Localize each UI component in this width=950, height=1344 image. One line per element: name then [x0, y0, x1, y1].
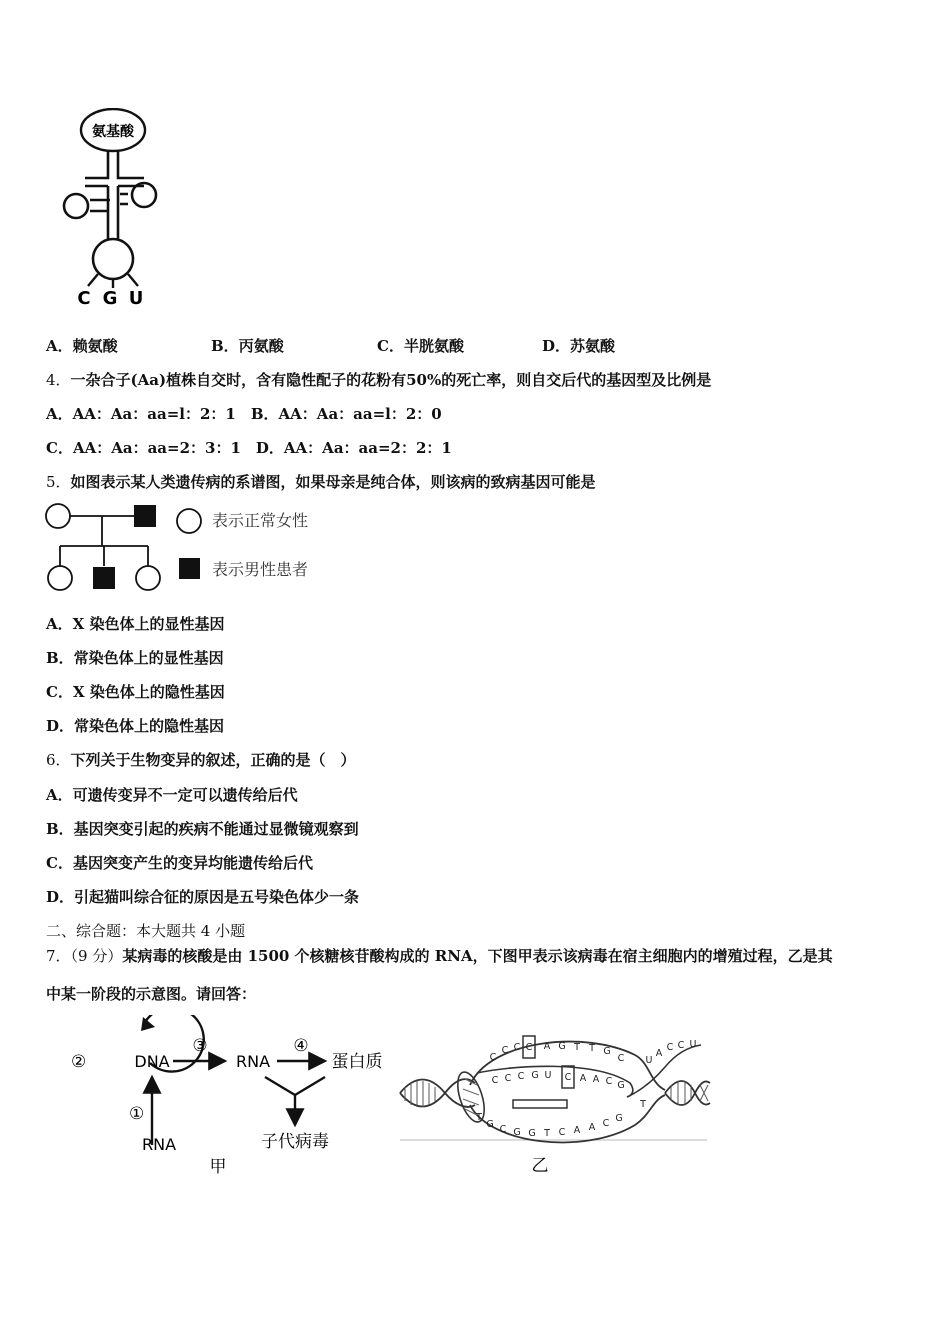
bottom-base: C [558, 1127, 566, 1138]
anticodon-base: C [77, 288, 91, 308]
anticodon-loop [93, 239, 133, 279]
q3-option-d[interactable]: D．苏氨酸 [542, 337, 616, 355]
top-base: T [574, 1042, 580, 1053]
step-3-label: ③ [192, 1036, 208, 1056]
figure-yi [395, 1015, 715, 1180]
top-base: A [543, 1041, 551, 1052]
q5-stem: 5．如图表示某人类遗传病的系谱图，如果母亲是纯合体，则该病的致病基因可能是 [46, 473, 596, 491]
step-2-label: ② [71, 1052, 87, 1072]
tail-base: U [645, 1055, 653, 1066]
mid-base: G [617, 1080, 625, 1091]
mid-base: C [605, 1076, 613, 1087]
bottom-base: C [602, 1118, 610, 1129]
q6-option-b[interactable]: B．基因突变引起的疾病不能通过显微镜观察到 [46, 820, 359, 838]
q3-option-c[interactable]: C．半胱氨酸 [377, 337, 464, 355]
q7-stem-line1: 7．（9 分）某病毒的核酸是由 1500 个核糖核苷酸构成的 RNA，下图甲表示该病毒在宿主细胞内的增殖过程，乙是其 [46, 947, 833, 965]
top-base: G [603, 1046, 611, 1057]
legend-female-label: 表示正常女性 [212, 511, 309, 530]
mid-base: A [592, 1074, 600, 1085]
figure-jia [55, 1015, 400, 1180]
q6-option-a[interactable]: A．可遗传变异不一定可以遗传给后代 [46, 786, 298, 804]
bottom-base: G [513, 1127, 521, 1138]
q3-option-b[interactable]: B．丙氨酸 [211, 337, 284, 355]
top-base: C [525, 1042, 533, 1053]
trna-figure [58, 108, 168, 308]
q6-stem: 6．下列关于生物变异的叙述，正确的是（ ） [46, 751, 356, 769]
dna-label: DNA [134, 1052, 170, 1071]
mid-base: A [579, 1073, 587, 1084]
q5-option-d[interactable]: D．常染色体上的隐性基因 [46, 717, 225, 735]
top-base: T [589, 1043, 595, 1054]
mid-base: U [544, 1070, 552, 1081]
top-base: C [489, 1052, 497, 1063]
daughter-symbol [48, 566, 72, 590]
son-affected-symbol [93, 567, 115, 589]
t-mark: T [640, 1099, 646, 1110]
tail-base: C [677, 1040, 685, 1051]
tail-base: A [655, 1048, 663, 1059]
top-base: G [558, 1041, 566, 1052]
father-symbol [134, 505, 156, 527]
tail-base: C [666, 1042, 674, 1053]
daughter-symbol [136, 566, 160, 590]
rna-bottom-label: RNA [141, 1135, 177, 1154]
protein-label: 蛋白质 [331, 1052, 383, 1072]
amino-acid-label: 氨基酸 [92, 124, 134, 140]
q4-stem: 4．一杂合子(Aa)植株自交时，含有隐性配子的花粉有50%的死亡率，则自交后代的基因型及比例是 [46, 371, 712, 389]
mother-symbol [46, 504, 70, 528]
q4-options-row1[interactable]: A．AA：Aa：aa=l：2：1 B．AA：Aa：aa=l：2：0 [46, 405, 442, 423]
bottom-base: G [486, 1119, 494, 1130]
top-base: C [513, 1042, 521, 1053]
bottom-base: G [528, 1128, 536, 1139]
q6-option-c[interactable]: C．基因突变产生的变异均能遗传给后代 [46, 854, 313, 872]
q4-options-row2[interactable]: C．AA：Aa：aa=2：3：1 D．AA：Aa：aa=2：2：1 [46, 439, 452, 457]
legend-female-symbol [177, 509, 201, 533]
anticodon-base: G [102, 288, 118, 308]
mid-base: G [531, 1070, 539, 1081]
tail-base: U [689, 1039, 697, 1050]
mid-base: C [491, 1075, 499, 1086]
step-4-label: ④ [293, 1036, 309, 1056]
anticodon-base: U [128, 288, 144, 308]
q7-stem-line2: 中某一阶段的示意图。请回答： [46, 985, 257, 1003]
bottom-base: A [588, 1122, 596, 1133]
bottom-base: G [615, 1113, 623, 1124]
q5-option-b[interactable]: B．常染色体上的显性基因 [46, 649, 224, 667]
bottom-base: A [573, 1125, 581, 1136]
q6-option-d[interactable]: D．引起猫叫综合征的原因是五号染色体少一条 [46, 888, 360, 906]
q5-option-a[interactable]: A．X 染色体上的显性基因 [46, 615, 225, 633]
legend-male-symbol [179, 558, 200, 579]
bottom-base: C [499, 1124, 507, 1135]
mid-base: C [504, 1073, 512, 1084]
step-1-label: ① [129, 1104, 145, 1124]
mid-base: C [517, 1071, 525, 1082]
progeny-label: 子代病毒 [261, 1132, 329, 1152]
top-base: C [501, 1045, 509, 1056]
q5-option-c[interactable]: C．X 染色体上的隐性基因 [46, 683, 225, 701]
highlight-box-bottom [513, 1100, 567, 1108]
polymerase-ellipse [453, 1069, 490, 1125]
trna-left-loop [64, 194, 88, 218]
bottom-base: T [544, 1128, 550, 1139]
figure-yi-label: 乙 [531, 1156, 549, 1176]
rna-label: RNA [235, 1052, 271, 1071]
figure-jia-label: 甲 [209, 1157, 227, 1177]
legend-male-label: 表示男性患者 [212, 560, 309, 579]
section-heading: 二、综合题：本大题共 4 小题 [46, 922, 246, 940]
pedigree-figure [40, 500, 340, 600]
q3-option-a[interactable]: A．赖氨酸 [46, 337, 118, 355]
mid-base: C [564, 1072, 572, 1083]
top-base: C [617, 1053, 625, 1064]
bottom-base: T [476, 1112, 482, 1123]
